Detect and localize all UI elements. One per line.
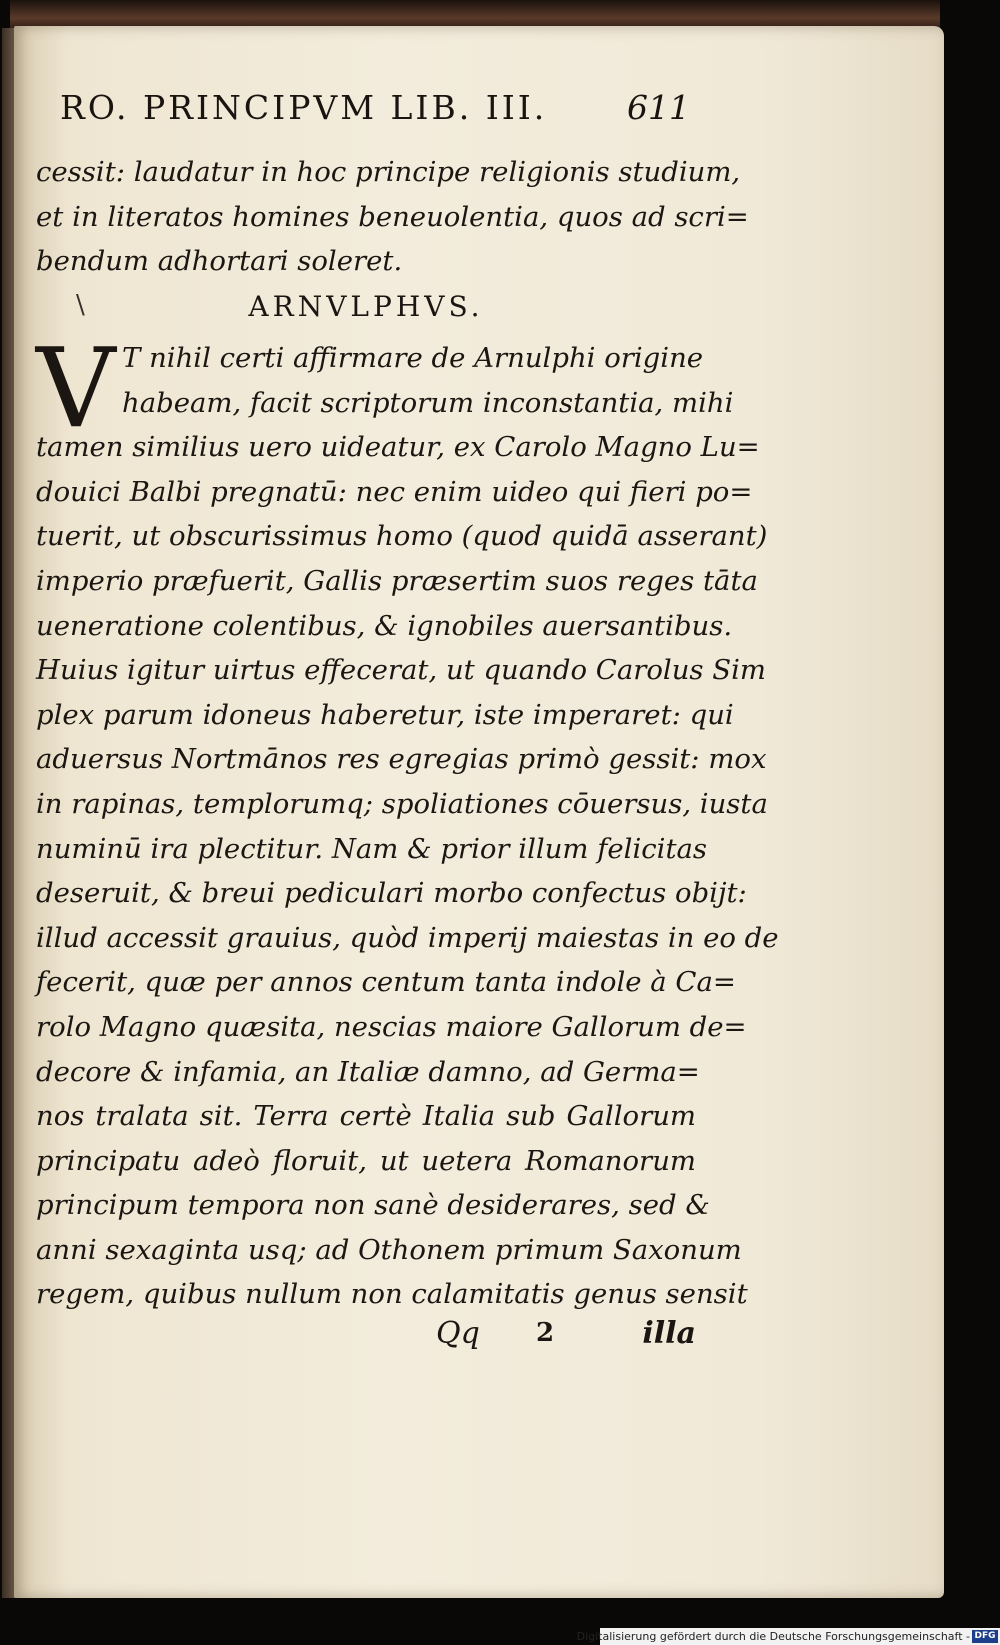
text-line: imperio præfuerit, Gallis præsertim suos reges tāta [36, 564, 758, 597]
section-heading: ARNVLPHVS. [248, 290, 484, 323]
signature-mark: Qq [436, 1316, 480, 1351]
main-paragraph [36, 324, 779, 1317]
text-line: tamen similius uero uideatur, ex Carolo Magno Lu= [36, 431, 760, 464]
signature-number: 2 [536, 1318, 555, 1348]
text-line: T nihil certi affirmare de Arnulphi origine [122, 342, 704, 374]
running-head [60, 88, 690, 140]
intro-text [36, 150, 749, 284]
text-line: numinū ira plectitur. Nam & prior illum felicitas [36, 832, 708, 865]
text-line: habeam, facit scriptorum inconstantia, mihi [122, 386, 734, 419]
text-line: ueneratione colentibus, & ignobiles auersantibus. [36, 609, 733, 642]
text-line: regem, quibus nullum non calamitatis genus sensit [36, 1278, 748, 1311]
text-line: fecerit, quæ per annos centum tanta indole à Ca= [36, 966, 736, 999]
dfg-logo-icon: DFG [972, 1630, 998, 1643]
text-line: Huius igitur uirtus effecerat, ut quando Carolus Sim [36, 654, 766, 687]
text-line: aduersus Nortmānos res egregias primò gessit: mox [36, 743, 767, 776]
text-line: principum tempora non sanè desiderares, sed & [36, 1189, 710, 1222]
text-line: douici Balbi pregnatū: nec enim uideo qui fieri po= [36, 475, 753, 508]
text-line: decore & infamia, an Italiæ damno, ad Germa= [36, 1055, 700, 1088]
digitization-credit-bar [576, 1628, 1000, 1645]
text-line: tuerit, ut obscurissimus homo (quod quidā asserant) [36, 520, 768, 553]
drop-cap-initial: V [36, 324, 116, 452]
text-line: plex parum idoneus haberetur, iste imperaret: qui [36, 698, 734, 731]
catchline [436, 1316, 696, 1362]
section-heading-row [36, 290, 696, 334]
text-line: in rapinas, templorumq; spoliationes cōuersus, iusta [36, 787, 768, 820]
text-line: bendum adhortari soleret. [36, 245, 403, 278]
text-line: principatu adeò floruit, ut uetera Romanorum [36, 1144, 696, 1177]
text-line: et in literatos homines beneuolentia, quos ad scri= [36, 200, 749, 233]
text-line: deseruit, & breui pediculari morbo confectus obijt: [36, 877, 747, 910]
margin-mark: \ [76, 290, 85, 320]
catchword: illa [642, 1316, 696, 1351]
digitization-credit: Digitalisierung gefördert durch die Deutsche Forschungsgemeinschaft - [576, 1630, 970, 1643]
text-line: illud accessit grauius, quòd imperij maiestas in eo de [36, 921, 779, 954]
text-line: anni sexaginta usq; ad Othonem primum Saxonum [36, 1233, 742, 1266]
running-head-title: RO. PRINCIPVM LIB. III. [60, 88, 548, 127]
text-line: cessit: laudatur in hoc principe religionis studium, [36, 156, 741, 188]
text-line: rolo Magno quæsita, nescias maiore Gallorum de= [36, 1010, 747, 1043]
page-number: 611 [627, 88, 690, 127]
text-line: nos tralata sit. Terra certè Italia sub Gallorum [36, 1100, 696, 1133]
